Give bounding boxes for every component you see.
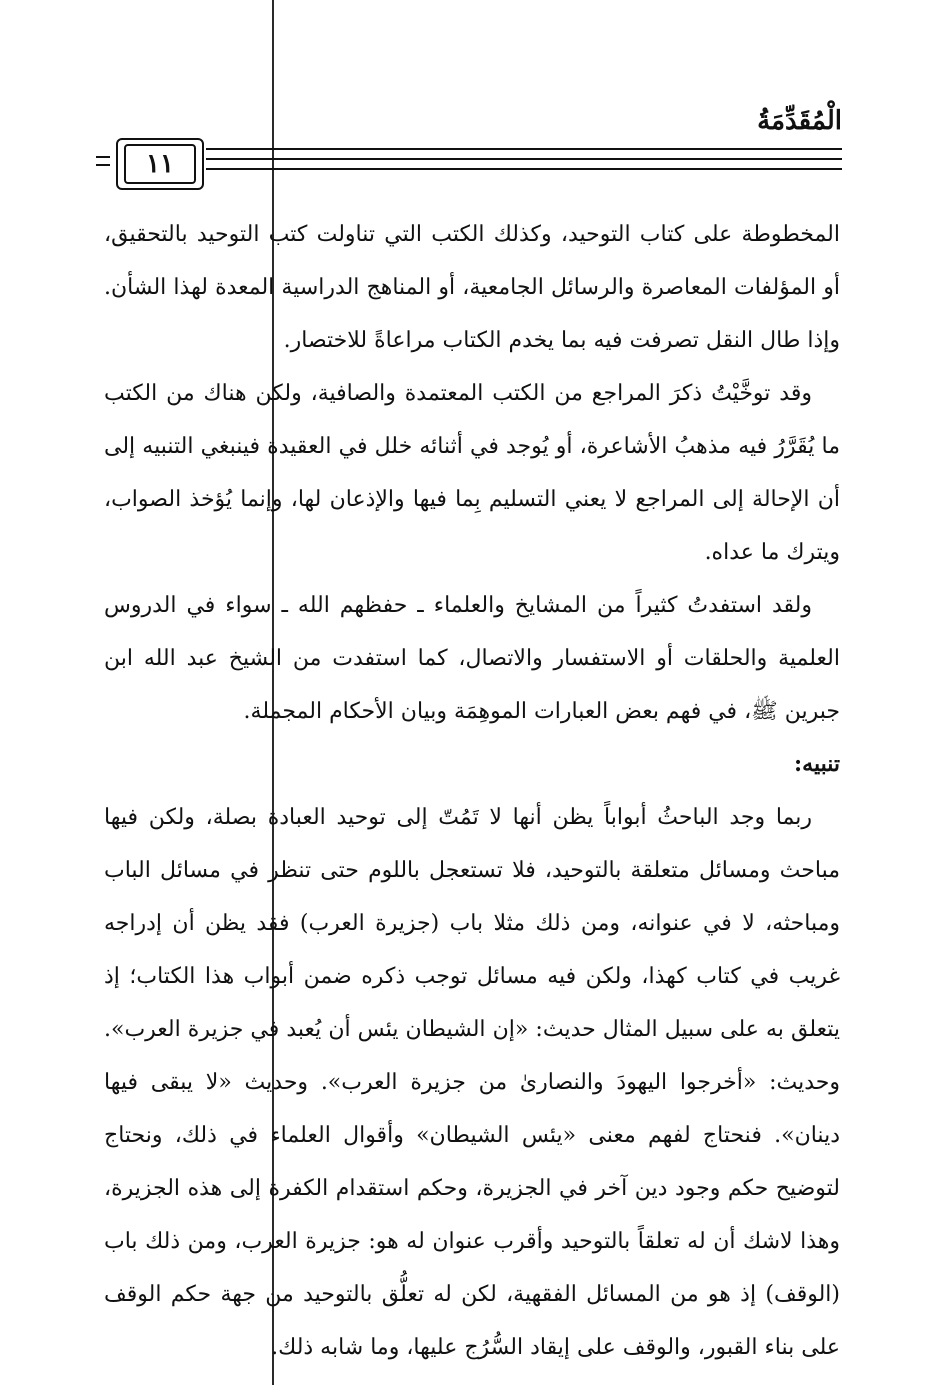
header-rule	[206, 158, 842, 160]
page-number: ١١	[124, 144, 196, 184]
header-rule-tick	[96, 156, 110, 158]
header-rule	[206, 168, 842, 170]
page-number-frame	[116, 138, 204, 190]
header-rule	[206, 148, 842, 150]
note-heading: تنبيه:	[794, 751, 840, 777]
paragraph: المخطوطة على كتاب التوحيد، وكذلك الكتب التي تناولت كتب التوحيد بالتحقيق، أو المؤلفات المعاصرة والرسائل الجامعية، أو المناهج الدراسية المعدة لهذا الشأن. وإذا طال النقل تصرفت فيه بما يخدم الكتاب مراعاةً للاختصار.	[104, 222, 840, 353]
chapter-title: الْمُقَدِّمَةُ	[757, 106, 842, 136]
page-header	[96, 100, 842, 196]
paragraph: ولقد استفدتُ كثيراً من المشايخ والعلماء ـ حفظهم الله ـ سواء في الدروس العلمية والحلقات أو الاستفسار والاتصال، كما استفدت من الشيخ عبد الله ابن جبرين ﷺ، في فهم بعض العبارات الموهِمَة وبيان الأحكام المجملة.	[104, 593, 840, 724]
paragraph: ربما وجد الباحثُ أبواباً يظن أنها لا تَمُتّ إلى توحيد العبادة بصلة، ولكن فيها مباحث ومسائل متعلقة بالتوحيد، فلا تستعجل باللوم حتى تنظر في مسائل الباب ومباحثه، لا في عنوانه، ومن ذلك مثلا باب (جزيرة العرب) فقد يظن أن إدراجه غريب في كتاب كهذا، ولكن فيه مسائل توجب ذكره ضمن أبواب هذا الكتاب؛ إذ يتعلق به على سبيل المثال حديث: «إن الشيطان يئس أن يُعبد في جزيرة العرب». وحديث: «أخرجوا اليهودَ والنصارىٰ من جزيرة العرب». وحديث «لا يبقى فيها دينان». فنحتاج لفهم معنى «يئس الشيطان» وأقوال العلماء في ذلك، ونحتاج لتوضيح حكم وجود دين آخر في الجزيرة، وحكم استقدام الكفرة إلى هذه الجزيرة، وهذا لاشك أن له تعلقاً بالتوحيد وأقرب عنوان له هو: جزيرة العرب، ومن ذلك باب (الوقف) إذ هو من المسائل الفقهية، لكن له تعلُّق بالتوحيد من جهة حكم الوقف على بناء القبور، والوقف على إيقاد السُّرُج عليها، وما شابه ذلك.	[104, 805, 841, 1360]
paragraph: وقد توخَّيْتُ ذكرَ المراجع من الكتب المعتمدة والصافية، ولكن هناك من الكتب ما يُقَرَّرُ فيه مذهبُ الأشاعرة، أو يُوجد في أثنائه خلل في العقيدة فينبغي التنبيه إلى أن الإحالة إلى المراجع لا يعني التسليم بِما فيها والإذعان لها، وإنما يُؤخذ الصواب، ويترك ما عداه.	[104, 381, 840, 565]
header-rule-tick	[96, 164, 110, 166]
page-body	[104, 208, 840, 1374]
